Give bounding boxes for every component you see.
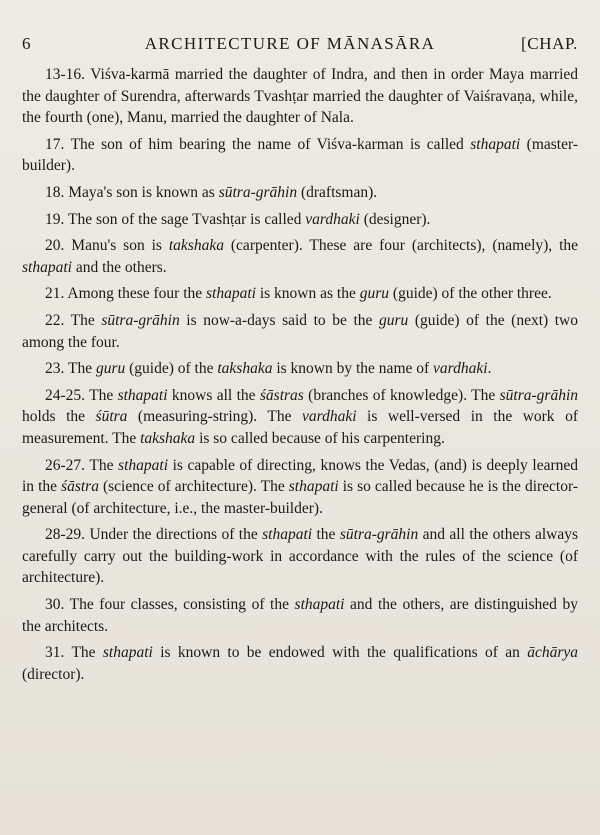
verse-number: 19. bbox=[45, 210, 65, 228]
verse-number: 18. bbox=[45, 183, 65, 201]
text-run: is known as the bbox=[255, 285, 360, 303]
verse-paragraph bbox=[22, 358, 578, 380]
text-run: (science of architecture). The bbox=[98, 478, 289, 496]
text-run: is so called because of his carpentering. bbox=[195, 429, 445, 447]
italic-term: takshaka bbox=[140, 429, 196, 447]
italic-term: guru bbox=[359, 285, 390, 303]
running-head bbox=[22, 34, 578, 54]
text-run: the bbox=[312, 526, 340, 544]
text-run: is known by the name of bbox=[272, 360, 434, 378]
italic-term: vardhaki bbox=[305, 210, 360, 228]
text-run: The bbox=[85, 456, 119, 474]
italic-term: sthapati bbox=[288, 478, 339, 496]
italic-term: sthapati bbox=[206, 285, 256, 303]
text-run: Among these four the bbox=[64, 285, 207, 303]
italic-term: guru bbox=[378, 311, 409, 329]
text-run: and the others, are distinguished by the architects. bbox=[22, 596, 578, 635]
italic-term: sthapati bbox=[470, 135, 521, 153]
text-run: (draftsman). bbox=[297, 183, 378, 201]
italic-term: sūtra-grāhin bbox=[339, 526, 419, 544]
text-run: (guide) of the other three. bbox=[389, 285, 552, 303]
verse-paragraph bbox=[22, 455, 578, 520]
text-run: Maya's son is known as bbox=[64, 183, 219, 201]
italic-term: takshaka bbox=[168, 237, 224, 255]
text-run: The bbox=[85, 386, 118, 404]
text-run: knows all the bbox=[167, 386, 260, 404]
text-run: is well-versed in the work of measurement. The bbox=[22, 408, 578, 447]
text-run: is now-a-days said to be the bbox=[179, 311, 379, 329]
verse-number: 24-25. bbox=[45, 386, 86, 404]
text-run: The bbox=[64, 360, 96, 378]
italic-term: sthapati bbox=[102, 644, 153, 662]
italic-term: vardhaki bbox=[302, 408, 357, 426]
text-run: The bbox=[64, 644, 103, 662]
italic-term: vardhaki bbox=[433, 360, 488, 378]
italic-term: sūtra-grāhin bbox=[499, 386, 578, 404]
italic-term: śūtra bbox=[95, 408, 128, 426]
verse-number: 23. bbox=[45, 360, 65, 378]
verse-number: 31. bbox=[45, 644, 65, 662]
text-run: is known to be endowed with the qualifications of an bbox=[152, 644, 528, 662]
italic-term: sūtra-grāhin bbox=[101, 311, 180, 329]
verse-paragraph bbox=[22, 385, 578, 450]
text-run: The bbox=[64, 311, 102, 329]
text-run: is capable of directing, knows the Vedas, (and) is deeply learned in the bbox=[22, 456, 578, 496]
verse-paragraph bbox=[22, 594, 578, 637]
verse-number: 22. bbox=[45, 311, 65, 329]
italic-term: āchārya bbox=[527, 644, 578, 662]
text-run: Under the directions of the bbox=[85, 526, 263, 544]
verse-paragraph bbox=[22, 524, 578, 589]
text-run: The son of the sage Tvashṭar is called bbox=[64, 210, 306, 228]
italic-term: sthapati bbox=[262, 526, 313, 544]
verse-number: 21. bbox=[45, 285, 65, 303]
text-run: is so called because he is the director-general (of architecture, i.e., the master-builder). bbox=[22, 478, 579, 517]
italic-term: śāstras bbox=[259, 386, 304, 404]
verse-paragraph bbox=[22, 642, 578, 685]
verse-number: 28-29. bbox=[45, 526, 86, 544]
text-run: holds the bbox=[22, 408, 96, 426]
verse-paragraph bbox=[22, 310, 578, 353]
italic-term: śāstra bbox=[61, 478, 99, 496]
book-title: ARCHITECTURE OF MĀNASĀRA bbox=[144, 34, 436, 53]
text-run: Viśva-karmā married the daughter of Indra, and then in order Maya married the daughter of Surendra, afterwards Tvashṭar married the daughter of Vaiśravaṇa, while, the fourth (one), Manu, married the daughter of Nala. bbox=[22, 66, 578, 127]
verse-number: 26-27. bbox=[45, 456, 86, 474]
text-run: and the others. bbox=[71, 258, 167, 276]
italic-term: sthapati bbox=[294, 596, 345, 614]
verse-paragraph bbox=[22, 283, 578, 305]
page-number: 6 bbox=[22, 34, 32, 53]
italic-term: takshaka bbox=[217, 360, 273, 378]
text-run: (director). bbox=[22, 665, 85, 683]
verse-number: 20. bbox=[45, 237, 65, 255]
italic-term: sthapati bbox=[117, 386, 168, 404]
verse-paragraph bbox=[22, 182, 578, 204]
verse-paragraph bbox=[22, 64, 578, 129]
text-run: (guide) of the (next) two among the four. bbox=[22, 311, 578, 351]
verse-number: 30. bbox=[45, 596, 65, 614]
verse-paragraph bbox=[22, 134, 578, 177]
text-run: The four classes, consisting of the bbox=[64, 596, 295, 614]
italic-term: guru bbox=[95, 360, 126, 378]
text-run: and all the others always carefully carry out the building-work in accordance with the rules of the science (of architecture). bbox=[22, 526, 579, 587]
text-run: . bbox=[487, 360, 492, 378]
italic-term: sthapati bbox=[118, 456, 168, 474]
text-run: (guide) of the bbox=[125, 360, 218, 378]
text-run: (designer). bbox=[359, 210, 431, 228]
text-run: (master-builder). bbox=[22, 135, 578, 175]
text-run: The son of him bearing the name of Viśva-karman is called bbox=[64, 135, 471, 153]
text-run: Manu's son is bbox=[64, 237, 169, 255]
verse-paragraph bbox=[22, 209, 578, 231]
verse-number: 13-16. bbox=[45, 66, 86, 83]
verse-number: 17. bbox=[45, 135, 65, 153]
verse-paragraph bbox=[22, 235, 578, 278]
chapter-marker: [CHAP. bbox=[521, 34, 578, 53]
text-run: (measuring-string). The bbox=[127, 408, 302, 426]
italic-term: sūtra-grāhin bbox=[218, 183, 298, 201]
body-text bbox=[22, 64, 578, 685]
text-run: (carpenter). These are four (architects), (namely), the bbox=[223, 237, 579, 255]
italic-term: sthapati bbox=[22, 258, 72, 276]
text-run: (branches of knowledge). The bbox=[303, 386, 500, 404]
